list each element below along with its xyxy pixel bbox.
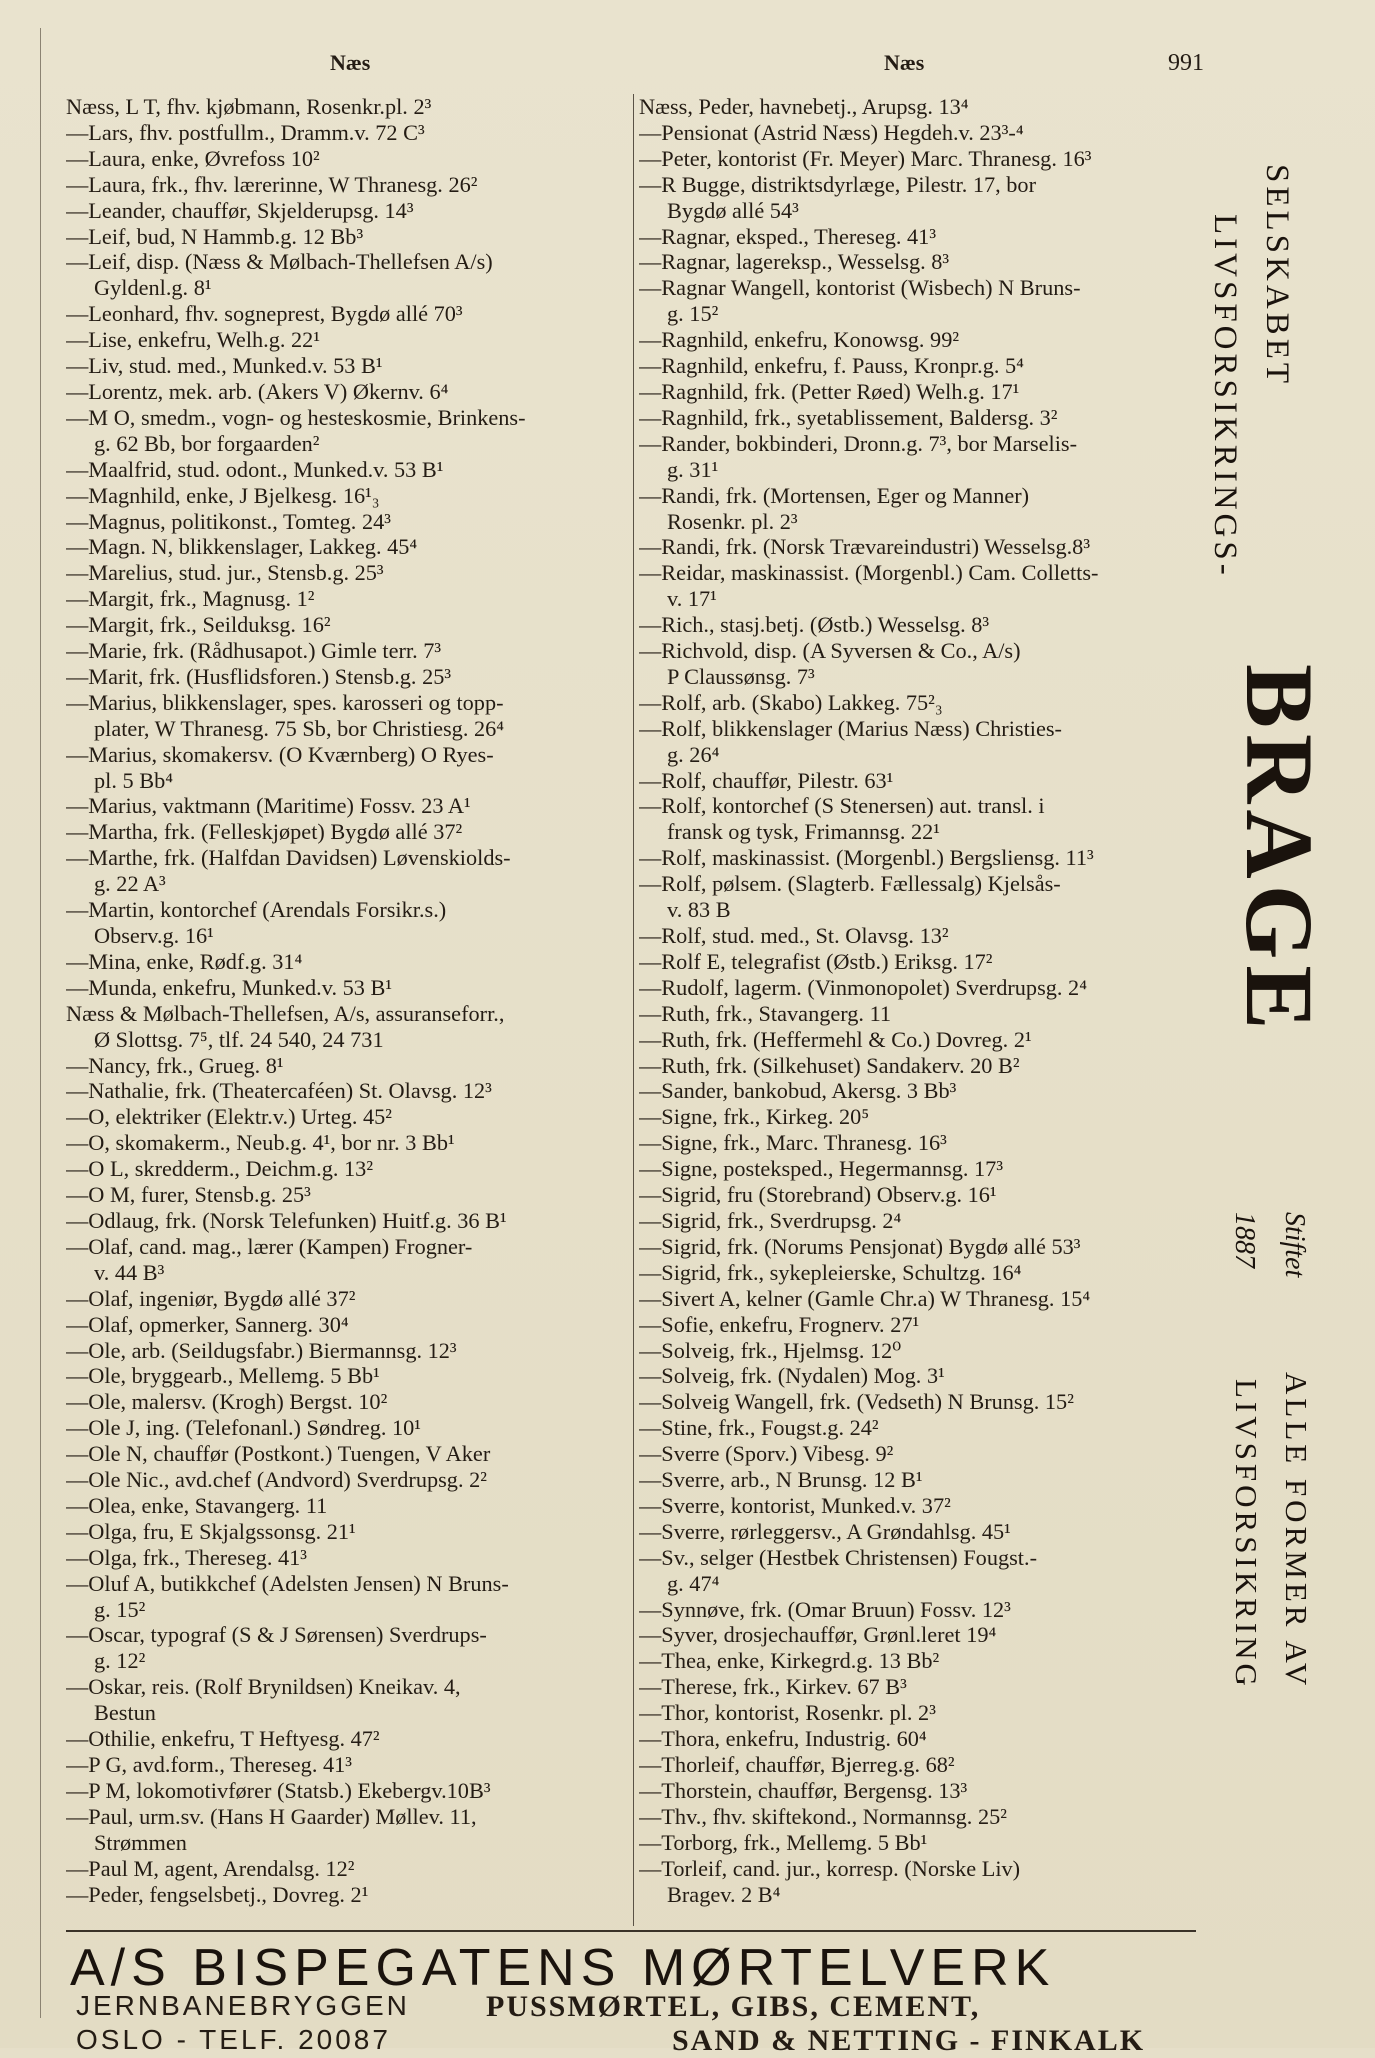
directory-entry: —Richvold, disp. (A Syversen & Co., A/s) — [639, 638, 1021, 664]
directory-entry: g. 47⁴ — [667, 1570, 720, 1596]
bottom-advert-right-line2: SAND & NETTING - FINKALK — [672, 2024, 1146, 2057]
directory-entry: g. 26⁴ — [667, 741, 720, 767]
directory-entry: —Sivert A, kelner (Gamle Chr.a) W Thranesg. 15⁴ — [639, 1285, 1091, 1311]
directory-entry: —Rolf, kontorchef (S Stenersen) aut. transl. i — [639, 793, 1045, 819]
directory-entry: —Solveig Wangell, frk. (Vedseth) N Brunsg. 15² — [639, 1389, 1074, 1415]
directory-entry: —Marius, blikkenslager, spes. karosseri og topp- — [66, 689, 504, 715]
directory-entry: g. 22 A³ — [94, 871, 166, 897]
directory-entry: —Sverre, rørleggersv., A Grøndahlsg. 45¹ — [639, 1518, 1011, 1544]
directory-entry: —Laura, enke, Øvrefoss 10² — [66, 145, 320, 171]
directory-entry: —Sigrid, frk., sykepleierske, Schultzg. 16⁴ — [639, 1259, 1022, 1285]
directory-entry: —Rolf, pølsem. (Slagterb. Fællessalg) Kjelsås- — [639, 871, 1061, 897]
directory-entry: —Odlaug, frk. (Norsk Telefunken) Huitf.g. 36 B¹ — [66, 1207, 507, 1233]
directory-entry: —Ragnhild, enkefru, Konowsg. 99² — [639, 327, 960, 353]
directory-entry: Bestun — [94, 1700, 156, 1726]
side-advert-line1: LIVSFORSIKRINGS- — [1207, 214, 1243, 579]
brage-side-advert — [1206, 94, 1356, 1924]
directory-entry: —Olga, frk., Thereseg. 41³ — [66, 1544, 307, 1570]
directory-entry: —Ruth, frk., Stavangerg. 11 — [639, 1000, 892, 1026]
directory-entry: Bragev. 2 B⁴ — [667, 1881, 781, 1907]
directory-entry: —Sigrid, frk. (Norums Pensjonat) Bygdø allé 53³ — [639, 1233, 1081, 1259]
directory-entry: —Martin, kontorchef (Arendals Forsikr.s.) — [66, 897, 447, 923]
directory-entry: —Thorleif, chauffør, Bjerreg.g. 68² — [639, 1752, 955, 1777]
directory-entry: —Rich., stasj.betj. (Østb.) Wesselsg. 8³ — [639, 612, 990, 638]
directory-entry: g. 31¹ — [667, 456, 719, 482]
directory-entry: —Thor, kontorist, Rosenkr. pl. 2³ — [639, 1700, 936, 1726]
directory-entry: —Oskar, reis. (Rolf Brynildsen) Kneikav. 4, — [66, 1674, 461, 1700]
directory-entry: —Marit, frk. (Husflidsforen.) Stensb.g. 25³ — [66, 663, 452, 689]
directory-entry: v. 83 B — [667, 897, 731, 923]
directory-entry: —Rolf, blikkenslager (Marius Næss) Christies- — [639, 715, 1062, 741]
directory-entry: —Olaf, cand. mag., lærer (Kampen) Frogner- — [66, 1233, 473, 1259]
directory-entry: —Lise, enkefru, Welh.g. 22¹ — [66, 327, 321, 353]
directory-entry: g. 15² — [667, 301, 719, 327]
directory-entry: —Ole, arb. (Seildugsfabr.) Biermannsg. 12³ — [66, 1337, 457, 1363]
directory-entry: fransk og tysk, Frimannsg. 22¹ — [667, 819, 940, 845]
directory-entry: Ø Slottsg. 7⁵, tlf. 24 540, 24 731 — [94, 1026, 384, 1052]
directory-entry: —Therese, frk., Kirkev. 67 B³ — [639, 1674, 907, 1700]
bottom-advert-left-line2: OSLO - TELF. 20087 — [76, 2024, 391, 2055]
directory-entry: —Signe, frk., Marc. Thranesg. 16³ — [639, 1130, 947, 1156]
directory-entry: Bygdø allé 54³ — [667, 197, 799, 223]
directory-entry: Næss, L T, fhv. kjøbmann, Rosenkr.pl. 2³ — [66, 94, 432, 119]
directory-entry: —Marelius, stud. jur., Stensb.g. 25³ — [66, 560, 384, 586]
directory-entry: —Paul, urm.sv. (Hans H Gaarder) Møllev. 11, — [66, 1803, 477, 1829]
directory-entry: —Sofie, enkefru, Frognerv. 27¹ — [639, 1311, 920, 1337]
directory-entry: —Magnus, politikonst., Tomteg. 24³ — [66, 508, 391, 534]
directory-entry: —Leif, disp. (Næss & Mølbach-Thellefsen A/s) — [66, 249, 493, 275]
right-column — [639, 94, 1209, 1907]
directory-entry: —Laura, frk., fhv. lærerinne, W Thranesg. 26² — [66, 171, 478, 197]
directory-entry: —Leander, chauffør, Skjelderupsg. 14³ — [66, 197, 414, 223]
directory-entry: —Randi, frk. (Norsk Trævareindustri) Wesselsg.8³ — [639, 534, 1091, 560]
directory-entry: —Sverre (Sporv.) Vibesg. 9² — [639, 1441, 894, 1467]
directory-entry: —Syver, drosjechauffør, Grønl.leret 19⁴ — [639, 1622, 997, 1648]
directory-entry: —Sander, bankobud, Akersg. 3 Bb³ — [639, 1078, 957, 1104]
directory-entry: —Ruth, frk. (Heffermehl & Co.) Dovreg. 2¹ — [639, 1026, 1032, 1052]
directory-entry: Næss, Peder, havnebetj., Arupsg. 13⁴ — [639, 94, 969, 119]
directory-entry: —Sv., selger (Hestbek Christensen) Fougst.- — [639, 1544, 1037, 1570]
directory-entry: —Sigrid, fru (Storebrand) Observ.g. 16¹ — [639, 1182, 997, 1208]
directory-entry: —Rander, bokbinderi, Dronn.g. 7³, bor Marselis- — [639, 430, 1078, 456]
directory-entry: Rosenkr. pl. 2³ — [667, 508, 798, 534]
side-advert-line4: LIVSFORSIKRING — [1229, 1379, 1264, 1690]
directory-entry: —Magn. N, blikkenslager, Lakkeg. 45⁴ — [66, 534, 418, 560]
directory-entry: —Marie, frk. (Rådhusapot.) Gimle terr. 7³ — [66, 638, 442, 664]
left-running-head: Næs — [330, 50, 371, 75]
side-advert-year: 1887 — [1229, 1212, 1260, 1268]
directory-entry: —Pensionat (Astrid Næss) Hegdeh.v. 23³-⁴ — [639, 119, 1024, 145]
directory-entry: —Magnhild, enke, J Bjelkesg. 16¹₃ — [66, 482, 380, 508]
bottom-advert-right-line1: PUSSMØRTEL, GIBS, CEMENT, — [486, 1990, 981, 2023]
directory-entry: —Ragnhild, enkefru, f. Pauss, Kronpr.g. 5⁴ — [639, 353, 1024, 379]
directory-entry: —Olea, enke, Stavangerg. 11 — [66, 1492, 328, 1518]
directory-entry: v. 17¹ — [667, 586, 717, 612]
directory-entry: g. 15² — [94, 1596, 146, 1622]
directory-entry: —P G, avd.form., Thereseg. 41³ — [66, 1752, 352, 1777]
directory-entry: —Randi, frk. (Mortensen, Eger og Manner) — [639, 482, 1030, 508]
directory-entry: —Ragnhild, frk., syetablissement, Baldersg. 3² — [639, 404, 1058, 430]
directory-entry: —Olga, fru, E Skjalgssonsg. 21¹ — [66, 1518, 356, 1544]
directory-entry: —Oluf A, butikkchef (Adelsten Jensen) N Bruns- — [66, 1570, 509, 1596]
directory-entry: —Stine, frk., Fougst.g. 24² — [639, 1415, 879, 1441]
directory-entry: —Thorstein, chauffør, Bergensg. 13³ — [639, 1777, 968, 1803]
directory-entry: —Torborg, frk., Mellemg. 5 Bb¹ — [639, 1829, 928, 1855]
directory-entry: —Ole J, ing. (Telefonanl.) Søndreg. 10¹ — [66, 1415, 421, 1441]
directory-entry: —O, elektriker (Elektr.v.) Urteg. 45² — [66, 1104, 392, 1130]
directory-entry: —O, skomakerm., Neub.g. 4¹, bor nr. 3 Bb¹ — [66, 1130, 455, 1156]
directory-entry: —Reidar, maskinassist. (Morgenbl.) Cam. Colletts- — [639, 560, 1099, 586]
directory-entry: —Ole, bryggearb., Mellemg. 5 Bb¹ — [66, 1363, 380, 1389]
directory-entry: —Paul M, agent, Arendalsg. 12² — [66, 1855, 355, 1881]
directory-entry: Strømmen — [94, 1829, 187, 1855]
directory-entry: —Nancy, frk., Grueg. 8¹ — [66, 1052, 284, 1078]
directory-entry: —Ole, malersv. (Krogh) Bergst. 10² — [66, 1389, 388, 1415]
directory-entry: —Thora, enkefru, Industrig. 60⁴ — [639, 1726, 927, 1752]
directory-entry: —Mina, enke, Rødf.g. 31⁴ — [66, 948, 303, 974]
side-advert-line3: ALLE FORMER AV — [1279, 1372, 1314, 1690]
directory-entry: —P M, lokomotivfører (Statsb.) Ekebergv.10B³ — [66, 1777, 491, 1803]
side-advert-brand: BRAGE — [1226, 664, 1333, 1036]
directory-entry: —Sverre, arb., N Brunsg. 12 B¹ — [639, 1467, 923, 1493]
directory-entry: —Nathalie, frk. (Theatercaféen) St. Olavsg. 12³ — [66, 1078, 492, 1104]
directory-entry: Næss & Mølbach-Thellefsen, A/s, assuranseforr., — [66, 1000, 505, 1026]
directory-entry: —Solveig, frk. (Nydalen) Mog. 3¹ — [639, 1363, 945, 1389]
directory-entry: —Signe, posteksped., Hegermannsg. 17³ — [639, 1156, 1004, 1182]
directory-entry: —Peder, fengselsbetj., Dovreg. 2¹ — [66, 1881, 369, 1907]
directory-entry: —Sigrid, frk., Sverdrupsg. 2⁴ — [639, 1207, 902, 1233]
directory-entry: —Ragnar Wangell, kontorist (Wisbech) N Bruns- — [639, 275, 1081, 301]
directory-entry: —Rolf E, telegrafist (Østb.) Eriksg. 17² — [639, 948, 993, 974]
directory-entry: —Othilie, enkefru, T Heftyesg. 47² — [66, 1726, 380, 1752]
directory-entry: —Rolf, maskinassist. (Morgenbl.) Bergsliensg. 11³ — [639, 845, 1094, 871]
directory-entry: —Ruth, frk. (Silkehuset) Sandakerv. 20 B² — [639, 1052, 1020, 1078]
directory-entry: Observ.g. 16¹ — [94, 923, 214, 948]
directory-entry: —Leif, bud, N Hammb.g. 12 Bb³ — [66, 223, 364, 249]
directory-entry: g. 12² — [94, 1648, 146, 1674]
directory-entry: —Ragnar, eksped., Thereseg. 41³ — [639, 223, 937, 249]
directory-entry: v. 44 B³ — [94, 1259, 165, 1285]
directory-entry: —Synnøve, frk. (Omar Bruun) Fossv. 12³ — [639, 1596, 1011, 1622]
directory-entry: plater, W Thranesg. 75 Sb, bor Christiesg. 26⁴ — [94, 715, 505, 741]
directory-entry: —Torleif, cand. jur., korresp. (Norske Liv) — [639, 1855, 1021, 1881]
directory-entry: —Rolf, stud. med., St. Olavsg. 13² — [639, 923, 949, 948]
directory-entry: —Signe, frk., Kirkeg. 20⁵ — [639, 1104, 870, 1130]
directory-entry: —Margit, frk., Magnusg. 1² — [66, 586, 315, 612]
bottom-advert-title: A/S BISPEGATENS MØRTELVERK — [70, 1939, 1056, 1997]
directory-entry: —Maalfrid, stud. odont., Munked.v. 53 B¹ — [66, 456, 444, 482]
side-advert-stiftet: Stiftet — [1279, 1212, 1310, 1278]
directory-entry: —O L, skredderm., Deichm.g. 13² — [66, 1156, 374, 1182]
directory-entry: —O M, furer, Stensb.g. 25³ — [66, 1182, 311, 1208]
directory-entry: —Marius, skomakersv. (O Kværnberg) O Ryes- — [66, 741, 494, 767]
directory-entry: —Marthe, frk. (Halfdan Davidsen) Løvenskiolds- — [66, 845, 511, 871]
directory-entry: —Rudolf, lagerm. (Vinmonopolet) Sverdrupsg. 2⁴ — [639, 974, 1087, 1000]
directory-entry: —Martha, frk. (Felleskjøpet) Bygdø allé 37² — [66, 819, 463, 845]
directory-entry: —Margit, frk., Seilduksg. 16² — [66, 612, 331, 638]
advert-rule — [66, 1930, 1196, 1932]
directory-entry: —Ole Nic., avd.chef (Andvord) Sverdrupsg. 2² — [66, 1467, 487, 1493]
directory-entry: —Ragnhild, frk. (Petter Røed) Welh.g. 17¹ — [639, 378, 1020, 404]
directory-entry: —Rolf, chauffør, Pilestr. 63¹ — [639, 767, 894, 793]
directory-entry: —Sverre, kontorist, Munked.v. 37² — [639, 1492, 951, 1518]
directory-entry: —Peter, kontorist (Fr. Meyer) Marc. Thranesg. 16³ — [639, 145, 1092, 171]
directory-entry: P Claussønsg. 7³ — [667, 663, 815, 689]
directory-entry: —Lars, fhv. postfullm., Dramm.v. 72 C³ — [66, 119, 425, 145]
directory-entry: —R Bugge, distriktsdyrlæge, Pilestr. 17, bor — [639, 171, 1037, 197]
directory-entry: —Thv., fhv. skiftekond., Normannsg. 25² — [639, 1803, 1007, 1829]
directory-entry: g. 62 Bb, bor forgaarden² — [94, 430, 320, 456]
directory-entry: —Solveig, frk., Hjelmsg. 12⁰ — [639, 1337, 902, 1363]
directory-entry: —Thea, enke, Kirkegrd.g. 13 Bb² — [639, 1648, 940, 1674]
directory-entry: —Marius, vaktmann (Maritime) Fossv. 23 A¹ — [66, 793, 471, 819]
directory-entry: —Oscar, typograf (S & J Sørensen) Sverdrups- — [66, 1622, 487, 1648]
directory-entry: —Ragnar, lagereksp., Wesselsg. 8³ — [639, 249, 950, 275]
side-advert-line2: SELSKABET — [1259, 164, 1295, 388]
directory-entry: pl. 5 Bb⁴ — [94, 767, 174, 793]
left-column — [66, 94, 636, 1907]
directory-entry: —Ole N, chauffør (Postkont.) Tuengen, V Aker — [66, 1441, 491, 1467]
directory-entry: —Rolf, arb. (Skabo) Lakkeg. 75²₃ — [639, 689, 943, 715]
bottom-advert-left-line1: JERNBANEBRYGGEN — [76, 1990, 410, 2021]
right-running-head: Næs — [884, 50, 925, 75]
directory-entry: —Lorentz, mek. arb. (Akers V) Økernv. 6⁴ — [66, 378, 449, 404]
directory-entry: —Olaf, ingeniør, Bygdø allé 37² — [66, 1285, 356, 1311]
directory-entry: —Liv, stud. med., Munked.v. 53 B¹ — [66, 353, 383, 379]
directory-entry: —M O, smedm., vogn- og hesteskosmie, Brinkens- — [66, 404, 526, 430]
page-number: 991 — [1168, 50, 1204, 76]
directory-entry: —Munda, enkefru, Munked.v. 53 B¹ — [66, 974, 393, 1000]
directory-entry: —Leonhard, fhv. sogneprest, Bygdø allé 70³ — [66, 301, 463, 327]
directory-entry: Gyldenl.g. 8¹ — [94, 275, 212, 301]
directory-entry: —Olaf, opmerker, Sannerg. 30⁴ — [66, 1311, 349, 1337]
column-divider — [633, 94, 634, 1926]
